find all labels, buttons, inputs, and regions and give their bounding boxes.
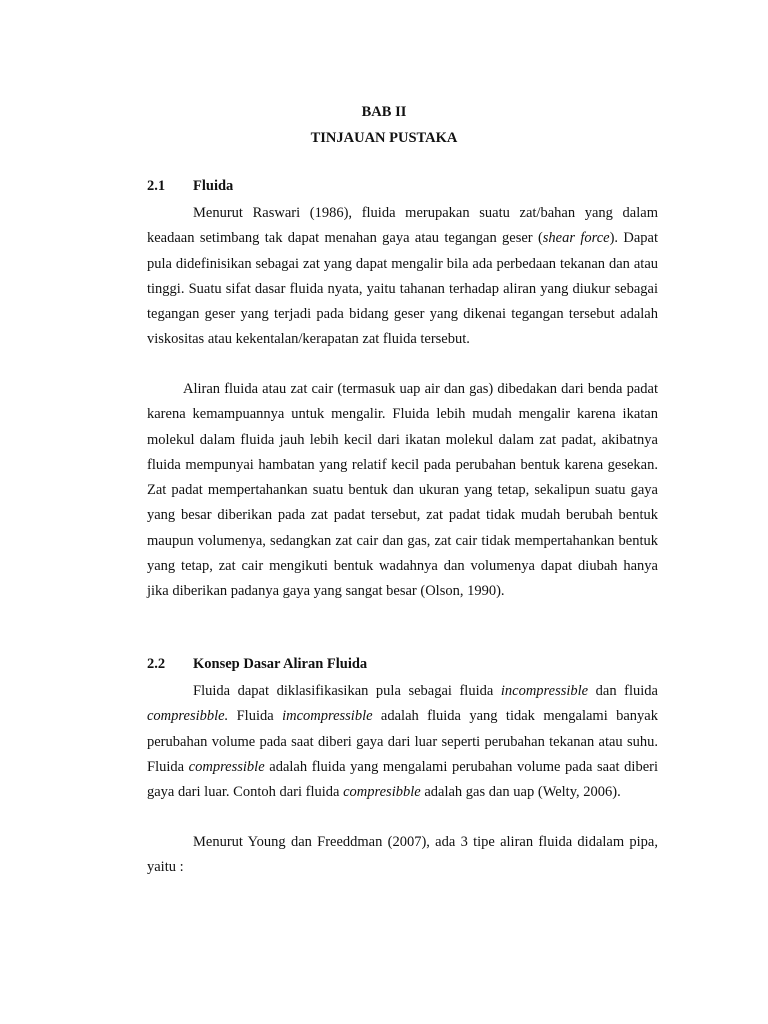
italic-term: incompressible (500, 683, 589, 699)
section-number: 2.1 (147, 178, 166, 194)
italic-term: imcompressible (282, 708, 373, 725)
text-run: dan fluida (588, 683, 658, 699)
text-run: adalah fluida yang mengalami perubahan volume pada saat diberi gaya dari luar. Contoh dari fluida (147, 758, 658, 801)
text-run: Menurut Raswari (1986), fluida merupakan suatu zat/bahan yang dalam keadaan setimbang tak dapat menahan gaya atau tegangan geser ( (147, 205, 658, 247)
text-run: Fluida (228, 708, 283, 725)
section-number: 2.2 (147, 656, 166, 672)
chapter-title: TINJAUAN PUSTAKA (310, 130, 458, 146)
paragraph (147, 377, 658, 605)
paragraph (147, 830, 658, 881)
italic-term: compressible (188, 758, 265, 775)
italic-term: compresibble (343, 784, 421, 801)
text-run: adalah gas dan uap (Welty, 2006). (420, 784, 621, 801)
italic-term: shear force (542, 230, 610, 247)
chapter-label: BAB II (361, 104, 407, 120)
text-run: Fluida dapat diklasifikasikan pula sebagai fluida (193, 683, 501, 699)
italic-term: compresibble. (147, 708, 229, 725)
text-run: Menurut Young dan Freeddman (2007), ada 3 tipe aliran fluida didalam pipa, yaitu : (147, 834, 658, 876)
section-heading-2-2 (147, 656, 367, 673)
section-title: Konsep Dasar Aliran Fluida (193, 656, 368, 672)
section-title: Fluida (193, 178, 234, 194)
paragraph (147, 201, 658, 353)
text-run: adalah fluida yang tidak mengalami banyak perubahan volume pada saat diberi gaya dari luar seperti perubahan tekanan atau suhu. Fluida (147, 708, 658, 775)
text-run: ). Dapat pula didefinisikan sebagai zat yang dapat mengalir bila ada perbedaan tekanan dan atau tinggi. Suatu sifat dasar fluida nyata, yaitu tahanan terhadap aliran yang diukur sebagai tegangan geser yang terjadi pada bidang geser yang dikenai tegangan tersebut adalah viskositas atau kekentalan/kerapatan zat fluida tersebut. (147, 230, 658, 348)
text-run: Aliran fluida atau zat cair (termasuk uap air dan gas) dibedakan dari benda padat karena kemampuannya untuk mengalir. Fluida lebih mudah mengalir karena ikatan molekul dalam fluida jauh lebih kecil dari ikatan molekul dalam zat padat, akibatnya fluida mempunyai hambatan yang relatif kecil pada perubahan bentuk karena gesekan. Zat padat mempertahankan suatu bentuk dan ukuran yang tetap, sekalipun suatu gaya yang besar diberikan pada zat padat tersebut, zat padat tidak mudah berubah bentuk maupun volumenya, sedangkan zat cair dan gas, zat cair tidak mempertahankan bentuk yang tetap, zat cair mengikuti bentuk wadahnya dan volumenya dapat diubah hanya jika diberikan padanya gaya yang sangat besar (Olson, 1990). (147, 381, 658, 600)
section-heading-2-1 (147, 178, 233, 195)
paragraph (147, 679, 658, 805)
